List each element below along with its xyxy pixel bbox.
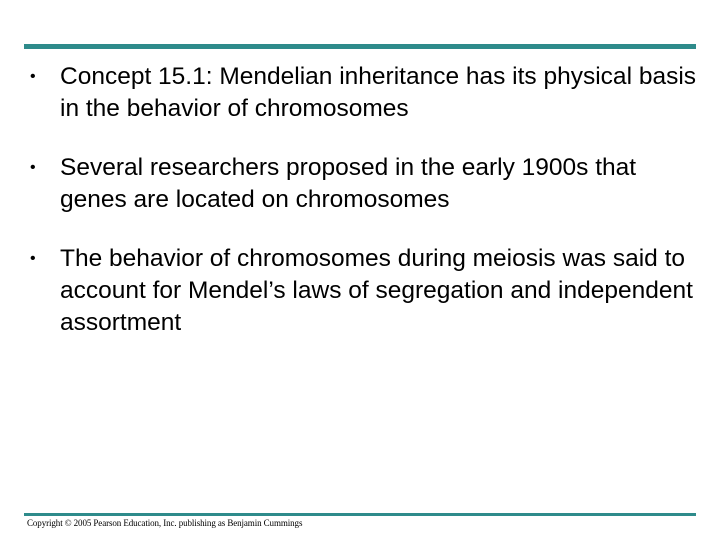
bullet-point-icon: •: [30, 250, 36, 267]
bottom-divider-rule: [24, 513, 696, 516]
bullet-point-icon: •: [30, 68, 36, 85]
top-divider-rule: [24, 44, 696, 49]
bullet-item-concept: [28, 61, 708, 125]
bullet-text: Several researchers proposed in the early 1900s that genes are located on chromosomes: [60, 154, 637, 213]
bullet-item-meiosis: [28, 243, 708, 339]
bullet-text: The behavior of chromosomes during meiosis was said to account for Mendel’s laws of segregation and independent assortment: [60, 245, 693, 336]
copyright-footer: Copyright © 2005 Pearson Education, Inc. publishing as Benjamin Cummings: [27, 518, 303, 528]
bullet-point-icon: •: [30, 159, 36, 176]
bullet-list: [28, 61, 708, 339]
bullet-text: Concept 15.1: Mendelian inheritance has its physical basis in the behavior of chromosomes: [60, 63, 697, 122]
bullet-item-researchers: [28, 152, 708, 216]
